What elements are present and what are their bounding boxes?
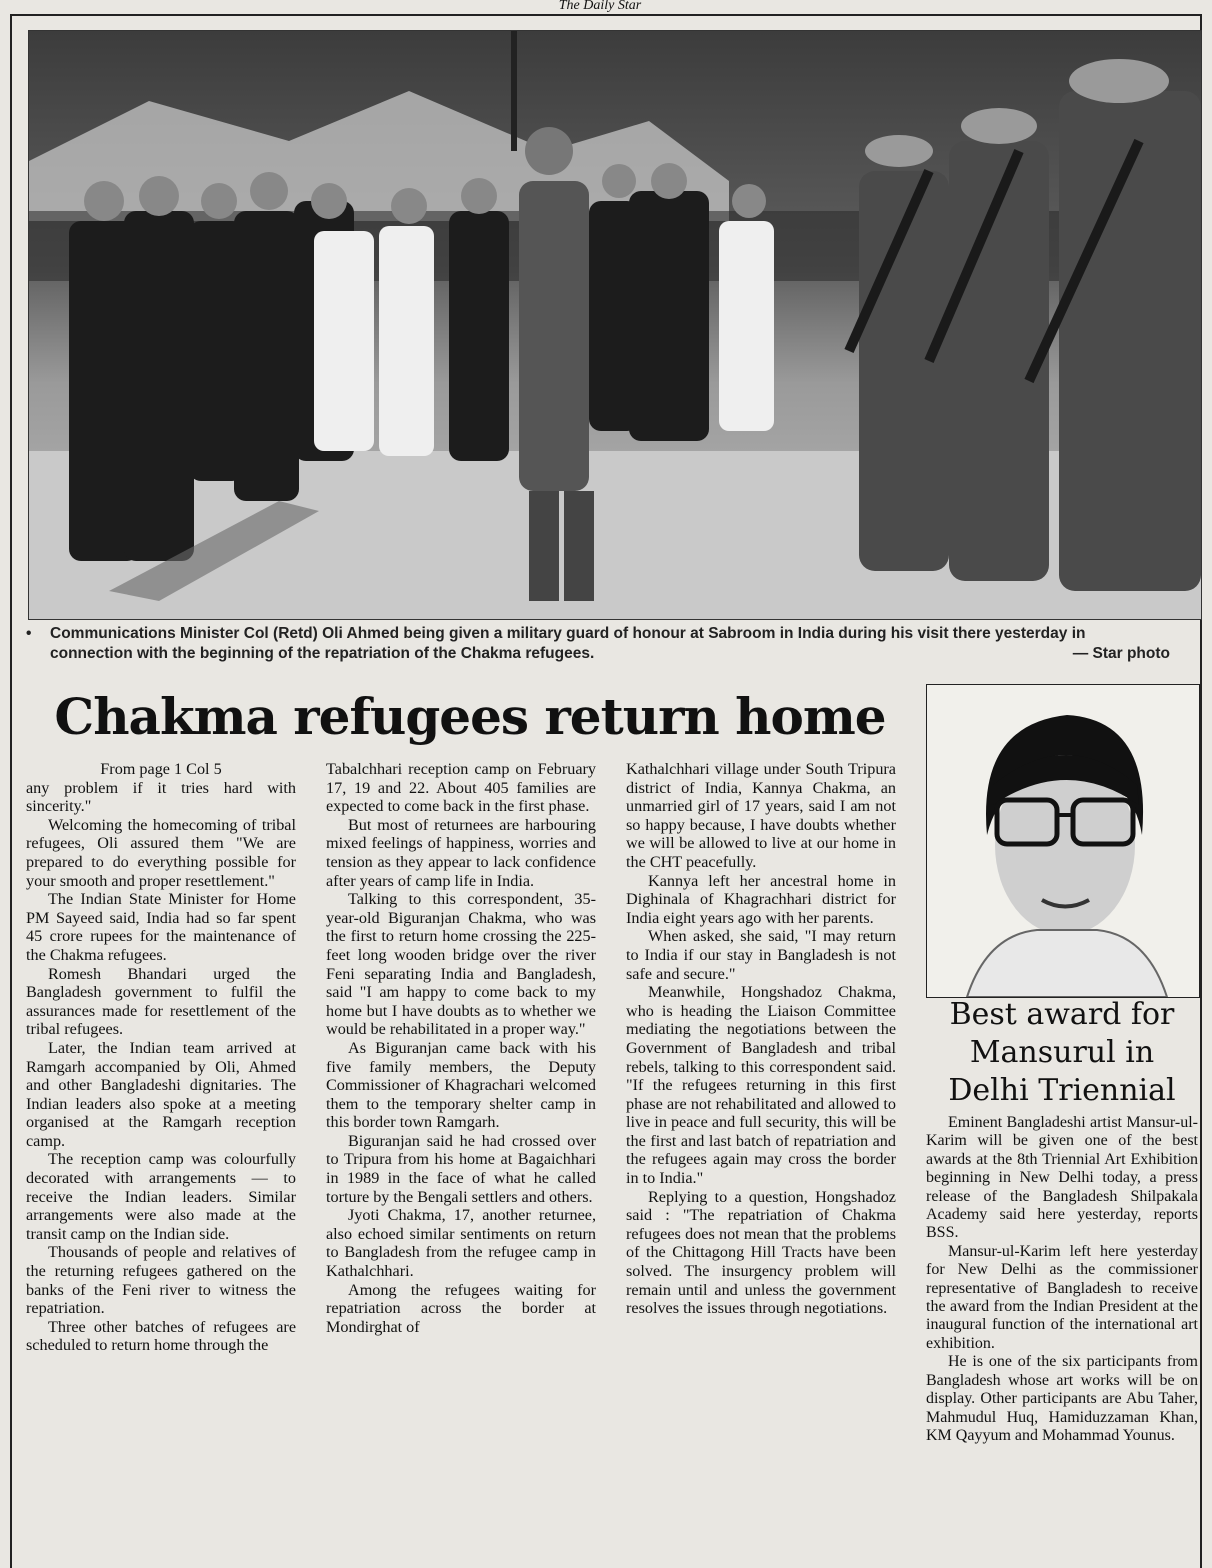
photo-illustration — [29, 31, 1201, 619]
paragraph: Tabalchhari reception camp on February 17, 19 and 22. About 405 families are expected to come back in the first phase. — [326, 760, 596, 816]
portrait-photo — [926, 684, 1200, 998]
caption-bullet: • — [26, 625, 32, 642]
paragraph: Mansur-ul-Karim left here yesterday for New Delhi as the commissioner representative of Bangladesh to receive the award from the Indian President at the inaugural function of the international art exhibition. — [926, 1242, 1198, 1352]
paragraph: But most of returnees are harbouring mixed feelings of happiness, worries and tension as they appear to lack confidence after years of camp life in India. — [326, 815, 596, 890]
paragraph: Romesh Bhandari urged the Bangladesh government to fulfil the assurances made for resettlement of the tribal refugees. — [26, 964, 296, 1039]
article-headline: Chakma refugees return home — [54, 687, 886, 746]
paragraph: Kathalchhari village under South Tripura district of India, Kannya Chakma, an unmarried girl of 17 years, said I am not so happy because, I have doubts whether we will be allowed to live at our home in the CHT peacefully. — [626, 760, 896, 871]
frame-top-rule — [10, 14, 1202, 16]
paragraph: He is one of the six participants from Bangladesh whose art works will be on display. Other participants are Abu Taher, Mahmudul Huq, Hamiduzzaman Khan, KM Qayyum and Mohammad Younus. — [926, 1353, 1198, 1444]
paragraph: Jyoti Chakma, 17, another returnee, also echoed similar sentiments on return to Bangladesh from the refugee camp in Kathalchhari. — [326, 1206, 596, 1281]
article-column-1 — [26, 760, 296, 1355]
article-column-3 — [626, 760, 896, 1318]
paragraph: Meanwhile, Hongshadoz Chakma, who is heading the Liaison Committee mediating the negotiations between the Government of Bangladesh and tribal rebels, talking to this correspondent said. "If the refugees returning in this first phase are not rehabilitated and allowed to live in peace and full security, this will be the first and last batch of repatriation and the refugees again may cross the border in to India." — [626, 983, 897, 1188]
paragraph: Later, the Indian team arrived at Ramgarh accompanied by Oli, Ahmed and other Bangladeshi dignitaries. The Indian leaders also spoke at a meeting organised at the Ramgarh reception camp. — [26, 1038, 296, 1150]
paragraph: The Indian State Minister for Home PM Sayeed said, India had so far spent 45 crore rupees for the maintenance of the Chakma refugees. — [26, 890, 296, 964]
paragraph: When asked, she said, "I may return to India if our stay in Bangladesh is not safe and secure." — [626, 927, 896, 983]
paragraph: Welcoming the homecoming of tribal refugees, Oli assured them "We are prepared to do everything possible for your smooth and proper resettlement." — [26, 815, 296, 890]
paragraph: any problem if it tries hard with sincerity." — [26, 778, 296, 816]
masthead: The Daily Star — [558, 0, 642, 13]
news-photo — [28, 30, 1202, 620]
paragraph: Thousands of people and relatives of the returning refugees gathered on the banks of the Feni river to witness the repatriation. — [26, 1243, 296, 1318]
side-story-headline: Best award for Mansurul in Delhi Triennial — [948, 997, 1176, 1108]
side-story-body — [926, 1114, 1198, 1445]
paragraph: Replying to a question, Hongshadoz said : "The repatriation of Chakma refugees does not mean that the problems of the Chittagong Hill Tracts have been solved. The insurgency problem will remain until and unless the government resolves the issues through negotiations. — [626, 1187, 896, 1318]
photo-credit: — Star photo — [1072, 645, 1170, 662]
paragraph: Biguranjan said he had crossed over to Tripura from his home at Bagaichhari in 1989 in the face of what he called torture by the Bengali settlers and others. — [326, 1131, 596, 1206]
paragraph: The reception camp was colourfully decorated with arrangements — to receive the Indian leaders. Similar arrangements were also made at the transit camp on the Indian side. — [26, 1150, 296, 1243]
caption-text: Communications Minister Col (Retd) Oli Ahmed being given a military guard of honour at Sabroom in India during his visit there yesterday in connection with the beginning of the repatriation of the Chakma refugees. — [50, 625, 1086, 662]
paragraph: Talking to this correspondent, 35-year-old Biguranjan Chakma, who was the first to return home crossing the 225-feet long wooden bridge over the river Feni separating India and Bangladesh, said "I am happy to come back to my home but I have doubts as to whether we would be rehabilitated in a proper way." — [326, 890, 596, 1039]
frame-left-rule — [10, 14, 12, 1568]
paragraph: Eminent Bangladeshi artist Mansur-ul-Karim will be given one of the best awards at the 8th Triennial Art Exhibition beginning in New Delhi today, a press release of the Bangladesh Shilpakala Academy said here yesterday, reports BSS. — [926, 1114, 1198, 1242]
paragraph: Among the refugees waiting for repatriation across the border at Mondirghat of — [326, 1280, 596, 1336]
portrait-illustration — [927, 685, 1199, 997]
jump-line: From page 1 Col 5 — [100, 760, 222, 778]
article-column-2 — [326, 760, 596, 1336]
photo-caption — [26, 624, 1170, 664]
paragraph: Three other batches of refugees are scheduled to return home through the — [26, 1317, 296, 1355]
paragraph: Kannya left her ancestral home in Dighinala of Khagrachhari district for India eight years ago with her parents. — [626, 871, 896, 927]
paragraph: As Biguranjan came back with his five family members, the Deputy Commissioner of Khagrachari welcomed them to the temporary shelter camp in this border town Ramgarh. — [326, 1038, 596, 1132]
